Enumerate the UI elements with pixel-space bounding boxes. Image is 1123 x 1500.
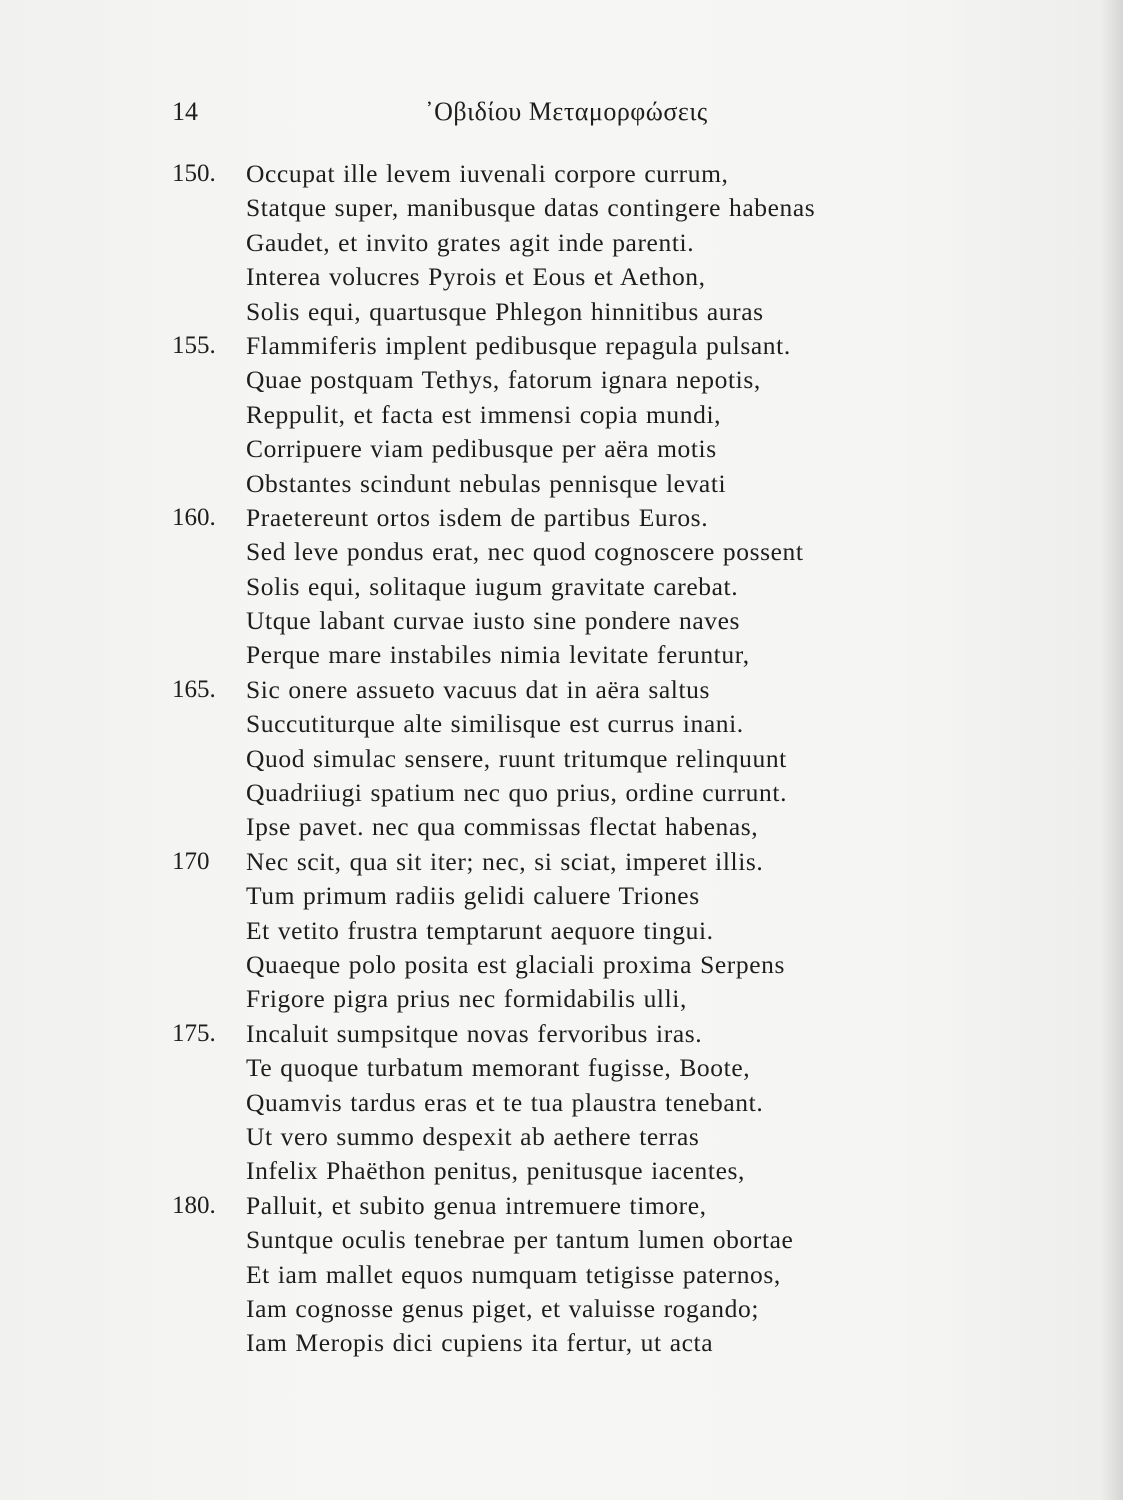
page-number: 14 <box>172 97 198 126</box>
verse-line <box>0 810 1123 844</box>
verse-text: Praetereunt ortos isdem de partibus Euros. <box>246 502 709 532</box>
verse-text: Et vetito frustra temptarunt aequore tingui. <box>246 915 714 945</box>
verse-line <box>0 570 1123 604</box>
line-number: 160. <box>172 503 216 531</box>
verse-text: Frigore pigra prius nec formidabilis ulli, <box>246 984 687 1014</box>
verse-text: Quod simulac sensere, ruunt tritumque relinquunt <box>246 743 787 773</box>
verse-text: Succutiturque alte similisque est currus inani. <box>246 709 744 739</box>
line-number: 170 <box>172 847 210 875</box>
verse-text: Interea volucres Pyrois et Eous et Aethon, <box>246 262 706 292</box>
verse-text: Corripuere viam pedibusque per aëra motis <box>246 434 717 464</box>
verse-line <box>0 535 1123 569</box>
verse-line <box>0 226 1123 260</box>
verse-line <box>0 467 1123 501</box>
verse-line <box>0 776 1123 810</box>
verse-line <box>0 1292 1123 1326</box>
verse-line <box>0 707 1123 741</box>
verse-text: Ut vero summo despexit ab aethere terras <box>246 1121 700 1151</box>
verse-text: Iam Meropis dici cupiens ita fertur, ut acta <box>246 1328 714 1358</box>
verse-text: Sed leve pondus erat, nec quod cognoscere possent <box>246 537 804 567</box>
verse-text: Flammiferis implent pedibusque repagula pulsant. <box>246 330 791 360</box>
verse-line <box>0 1326 1123 1360</box>
verse-text: Tum primum radiis gelidi caluere Triones <box>246 881 700 911</box>
verse-text: Sic onere assueto vacuus dat in aëra saltus <box>246 674 711 704</box>
running-title: ᾿Οβιδίου Μεταμορφώσεις <box>425 97 708 126</box>
verse-line <box>0 604 1123 638</box>
verse-text: Infelix Phaëthon penitus, penitusque iacentes, <box>246 1156 745 1186</box>
verse-text: Obstantes scindunt nebulas pennisque levati <box>246 468 727 498</box>
verse-text: Gaudet, et invito grates agit inde parenti. <box>246 227 695 257</box>
verse-line <box>0 948 1123 982</box>
verse-line <box>0 501 1123 535</box>
verse-text: Statque super, manibusque datas contingere habenas <box>246 193 816 223</box>
verse-line <box>0 260 1123 294</box>
verse-line <box>0 982 1123 1016</box>
line-number: 165. <box>172 675 216 703</box>
verse-text: Solis equi, quartusque Phlegon hinnitibus auras <box>246 296 764 326</box>
verse-line <box>0 398 1123 432</box>
verse-text: Quadriiugi spatium nec quo prius, ordine currunt. <box>246 778 788 808</box>
verse-block <box>0 157 1123 1361</box>
verse-line <box>0 432 1123 466</box>
verse-text: Utque labant curvae iusto sine pondere naves <box>246 606 741 636</box>
verse-line <box>0 363 1123 397</box>
verse-text: Nec scit, qua sit iter; nec, si sciat, imperet illis. <box>246 846 764 876</box>
verse-line <box>0 1154 1123 1188</box>
verse-line <box>0 1051 1123 1085</box>
line-number: 150. <box>172 160 216 187</box>
verse-text: Quaeque polo posita est glaciali proxima Serpens <box>246 949 785 979</box>
verse-line <box>0 879 1123 913</box>
verse-line <box>0 845 1123 879</box>
verse-line <box>0 914 1123 948</box>
line-number: 175. <box>172 1019 216 1047</box>
verse-line <box>0 638 1123 672</box>
page-header <box>0 92 1123 132</box>
verse-line <box>0 1223 1123 1257</box>
verse-line <box>0 1017 1123 1051</box>
verse-text: Quamvis tardus eras et te tua plaustra tenebant. <box>246 1087 764 1117</box>
verse-line <box>0 1189 1123 1223</box>
verse-text: Palluit, et subito genua intremuere timore, <box>246 1190 707 1220</box>
verse-text: Solis equi, solitaque iugum gravitate carebat. <box>246 571 739 601</box>
verse-line <box>0 1086 1123 1120</box>
verse-line <box>0 329 1123 363</box>
verse-line <box>0 191 1123 225</box>
verse-text: Occupat ille levem iuvenali corpore currum, <box>246 159 729 188</box>
verse-text: Reppulit, et facta est immensi copia mundi, <box>246 399 722 429</box>
verse-line <box>0 1258 1123 1292</box>
verse-line <box>0 295 1123 329</box>
verse-line <box>0 673 1123 707</box>
line-number: 180. <box>172 1191 216 1219</box>
verse-text: Quae postquam Tethys, fatorum ignara nepotis, <box>246 365 761 395</box>
verse-text: Ipse pavet. nec qua commissas flectat habenas, <box>246 812 759 842</box>
verse-text: Iam cognosse genus piget, et valuisse rogando; <box>246 1293 760 1323</box>
verse-text: Te quoque turbatum memorant fugisse, Boote, <box>246 1053 751 1083</box>
verse-text: Incaluit sumpsitque novas fervoribus iras. <box>246 1018 703 1048</box>
verse-text: Suntque oculis tenebrae per tantum lumen obortae <box>246 1225 794 1255</box>
verse-text: Perque mare instabiles nimia levitate feruntur, <box>246 640 750 670</box>
verse-line <box>0 742 1123 776</box>
verse-line <box>0 157 1123 191</box>
line-number: 155. <box>172 331 216 359</box>
verse-line <box>0 1120 1123 1154</box>
verse-text: Et iam mallet equos numquam tetigisse paternos, <box>246 1259 781 1289</box>
